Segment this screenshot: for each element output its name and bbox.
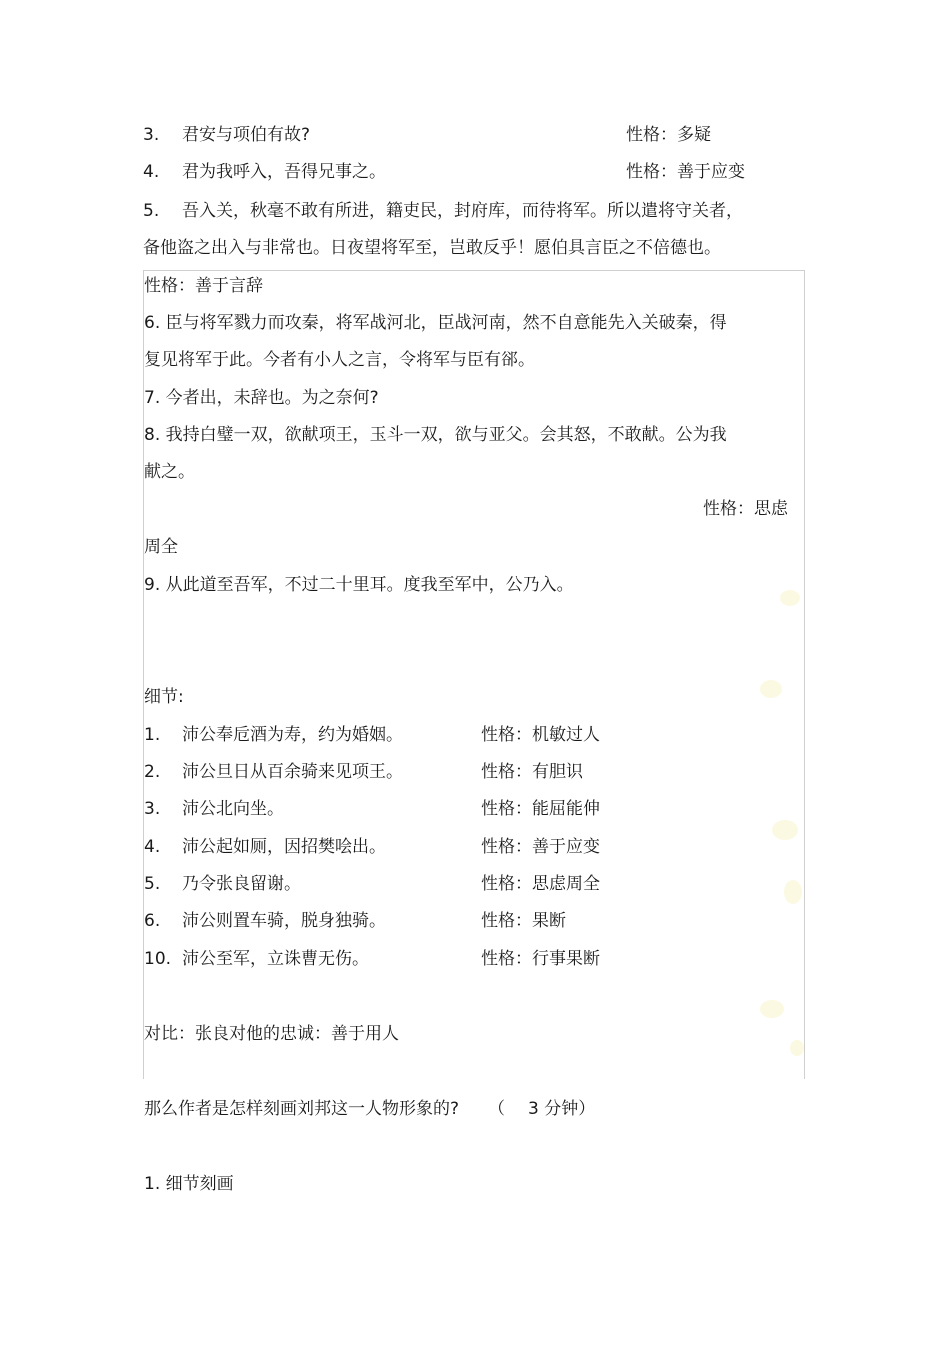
detail-text: 沛公旦日从百余骑来见项王。	[182, 762, 403, 782]
detail-number: 5.	[144, 874, 161, 894]
contrast-note: 对比：张良对他的忠诚：善于用人	[144, 1024, 399, 1044]
question-time: 3 分钟）	[528, 1099, 596, 1119]
detail-text: 沛公则置车骑，脱身独骑。	[182, 911, 386, 931]
item-7: 7. 今者出，未辞也。为之奈何?	[144, 388, 379, 408]
item-6-line-1: 6. 臣与将军戮力而攻秦，将军战河北，臣战河南，然不自意能先入关破秦，得	[144, 313, 727, 333]
item-number: 5.	[143, 201, 160, 221]
item-6-line-2: 复见将军于此。今者有小人之言，令将军与臣有郤。	[144, 350, 535, 370]
item-trait: 性格：多疑	[626, 125, 711, 145]
detail-text: 乃令张良留谢。	[182, 874, 301, 894]
detail-text: 沛公起如厕，因招樊哙出。	[182, 837, 386, 857]
detail-number: 10.	[144, 949, 172, 969]
detail-trait: 性格：思虑周全	[481, 874, 600, 894]
trait-5: 性格：善于言辞	[144, 276, 263, 296]
item-9: 9. 从此道至吾军，不过二十里耳。度我至军中，公乃入。	[144, 575, 574, 595]
item-text: 君为我呼入，吾得兄事之。	[182, 162, 386, 182]
detail-text: 沛公奉卮酒为寿，约为婚姻。	[182, 725, 403, 745]
question-text: 那么作者是怎样刻画刘邦这一人物形象的?	[144, 1099, 460, 1119]
detail-trait: 性格：果断	[481, 911, 566, 931]
detail-text: 沛公至军，立诛曹无伤。	[182, 949, 369, 969]
details-heading: 细节:	[144, 687, 184, 707]
item-trait: 性格：善于应变	[626, 162, 745, 182]
detail-trait: 性格：能屈能伸	[481, 799, 600, 819]
detail-trait: 性格：善于应变	[481, 837, 600, 857]
detail-number: 4.	[144, 837, 161, 857]
trait-8-part-1: 性格：思虑	[703, 499, 788, 519]
detail-number: 3.	[144, 799, 161, 819]
detail-trait: 性格：机敏过人	[481, 725, 600, 745]
item-8-line-2: 献之。	[144, 462, 195, 482]
item-number: 3.	[143, 125, 160, 145]
section-heading: 1. 细节刻画	[144, 1174, 234, 1194]
item-number: 4.	[143, 162, 160, 182]
item-8-line-1: 8. 我持白璧一双，欲献项王，玉斗一双，欲与亚父。会其怒，不敢献。公为我	[144, 425, 727, 445]
detail-number: 1.	[144, 725, 161, 745]
item-text: 君安与项伯有故?	[182, 125, 311, 145]
detail-trait: 性格：有胆识	[481, 762, 583, 782]
detail-number: 6.	[144, 911, 161, 931]
detail-trait: 性格：行事果断	[481, 949, 600, 969]
question-paren: （	[488, 1099, 505, 1119]
trait-8-part-2: 周全	[144, 537, 178, 557]
detail-number: 2.	[144, 762, 161, 782]
item-5-line-1: 吾入关，秋毫不敢有所进，籍吏民，封府库，而待将军。所以遣将守关者，	[182, 201, 743, 221]
item-5-line-2: 备他盗之出入与非常也。日夜望将军至，岂敢反乎！愿伯具言臣之不倍德也。	[143, 238, 721, 258]
detail-text: 沛公北向坐。	[182, 799, 284, 819]
